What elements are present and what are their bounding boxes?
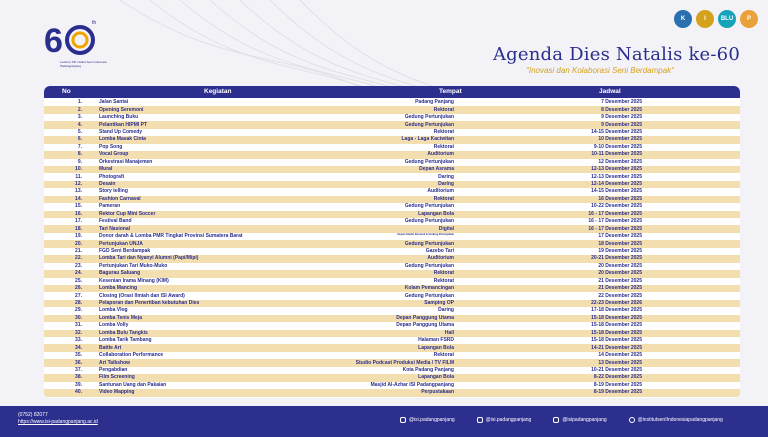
row-kegiatan: Festival Band [99, 218, 132, 225]
social-links [400, 417, 723, 423]
row-kegiatan: Launching Buku [99, 114, 139, 121]
row-tempat: Gedung Pertunjukan [404, 218, 454, 225]
table-row [44, 240, 740, 247]
table-row [44, 359, 740, 366]
table-row [44, 188, 740, 195]
blu-logo: BLU [718, 10, 736, 28]
row-tempat: Lapangan Bola [418, 210, 454, 217]
table-row [44, 225, 740, 232]
row-number: 7. [77, 143, 82, 150]
row-jadwal: 16 Desember 2025 [598, 195, 642, 202]
youtube-icon [477, 417, 483, 423]
row-tempat: Halaman FSRD [418, 337, 454, 344]
row-tempat: Rektorat [433, 143, 454, 150]
row-jadwal: 14-15 Desember 2025 [591, 188, 642, 195]
row-number: 30. [75, 314, 82, 321]
row-number: 16. [75, 210, 82, 217]
row-number: 23. [75, 262, 82, 269]
row-jadwal: 7 Desember 2025 [601, 99, 642, 106]
row-kegiatan: Video Mapping [99, 389, 135, 396]
row-tempat: Lapangan Bola [418, 344, 454, 351]
row-tempat: Gedung Pertunjukan [404, 240, 454, 247]
row-kegiatan: Mural [99, 166, 113, 173]
row-kegiatan: Stand Up Comedy [99, 128, 143, 135]
table-row [44, 367, 740, 374]
row-kegiatan: Lomba Tarik Tambang [99, 337, 152, 344]
column-header-jadwal: Jadwal [599, 88, 621, 95]
social-label: @isi.padangpanjang [409, 417, 455, 423]
row-jadwal: 12-13 Desember 2025 [591, 166, 642, 173]
row-tempat: Rektorat [433, 270, 454, 277]
row-tempat: Depan Asrama [419, 166, 454, 173]
table-row [44, 263, 740, 270]
row-jadwal: 9 Desember 2025 [601, 114, 642, 121]
row-tempat: Gedung Pertunjukan [404, 262, 454, 269]
row-number: 13. [75, 188, 82, 195]
row-tempat: Lapangan Bola [418, 374, 454, 381]
row-number: 5. [77, 128, 82, 135]
row-jadwal: 15-18 Desember 2025 [591, 337, 642, 344]
row-number: 6. [77, 136, 82, 143]
row-jadwal: 14-21 Desember 2025 [591, 344, 642, 351]
row-tempat: Digital [438, 225, 454, 232]
social-tiktok[interactable] [553, 417, 606, 423]
row-number: 37. [75, 366, 82, 373]
row-tempat: Daring [438, 181, 454, 187]
row-kegiatan: Kesenian Irama Minang (KIM) [99, 277, 169, 284]
row-kegiatan: Bagurau Saluang [99, 270, 141, 277]
row-jadwal: 12-14 Desember 2025 [591, 181, 642, 187]
row-tempat: Masjid Al-Azhar ISI Padangpanjang [370, 381, 454, 388]
row-number: 27. [75, 292, 82, 299]
row-kegiatan: Orkestrasi Manajemen [99, 158, 153, 165]
row-jadwal: 9 Desember 2025 [601, 121, 642, 128]
row-kegiatan: Collaboration Performance [99, 352, 164, 359]
row-number: 14. [75, 195, 82, 202]
table-row [44, 374, 740, 381]
footer-website-link[interactable]: https://www.isi-padangpanjang.ac.id [18, 419, 98, 425]
row-kegiatan: Art Talkshow [99, 359, 131, 366]
row-tempat: Kota Padang Panjang [402, 366, 454, 373]
row-tempat: Perpustakaan [421, 389, 454, 396]
logo-caption: Lustrum XIII Institut Seni Indonesia Padangpanjang [60, 60, 107, 68]
table-row [44, 233, 740, 240]
table-row [44, 173, 740, 180]
row-number: 22. [75, 255, 82, 262]
row-jadwal: 8-19 Desember 2025 [593, 381, 642, 388]
row-jadwal: 20 Desember 2025 [598, 270, 642, 277]
table-row [44, 159, 740, 166]
row-tempat: Daring [438, 307, 454, 314]
row-kegiatan: Lomba Masak Cinta [99, 136, 146, 143]
row-jadwal: 15-18 Desember 2025 [591, 322, 642, 329]
row-kegiatan: Jalan Santai [99, 99, 129, 106]
page-title: Agenda Dies Natalis ke-60 [492, 44, 740, 65]
table-row [44, 114, 740, 121]
table-row [44, 151, 740, 158]
row-kegiatan: Closing (Orasi Ilmiah dan ISI Award) [99, 292, 185, 299]
row-jadwal: 20 Desember 2025 [598, 262, 642, 269]
row-kegiatan: Lomba Tenis Meja [99, 314, 142, 321]
row-number: 35. [75, 352, 82, 359]
row-tempat: Rektorat [433, 195, 454, 202]
row-jadwal: 17 Desember 2025 [598, 233, 642, 240]
row-jadwal: 8 Desember 2025 [601, 106, 642, 113]
row-kegiatan: Fashion Carnaval [99, 195, 141, 202]
row-kegiatan: Pameran [99, 203, 121, 210]
table-row [44, 382, 740, 389]
row-tempat: Laga - Laga Kaciwitan [401, 136, 454, 143]
table-row [44, 99, 740, 106]
row-tempat: Rektorat [433, 128, 454, 135]
table-row [44, 278, 740, 285]
row-kegiatan: Pertunjukan Tari Muko-Muko [99, 262, 168, 269]
table-row [44, 121, 740, 128]
table-row [44, 248, 740, 255]
row-number: 3. [77, 114, 82, 121]
row-tempat: Rektorat [433, 352, 454, 359]
row-number: 2. [77, 106, 82, 113]
row-jadwal: 8-19 Desember 2025 [593, 389, 642, 396]
row-number: 10. [75, 166, 82, 173]
social-youtube[interactable] [477, 417, 532, 423]
row-jadwal: 14 Desember 2025 [598, 352, 642, 359]
row-tempat: Gedung Pertunjukan [404, 121, 454, 128]
row-jadwal: 19 Desember 2025 [598, 247, 642, 254]
svg-text:6: 6 [44, 22, 63, 60]
row-number: 36. [75, 359, 82, 366]
table-row [44, 322, 740, 329]
row-number: 26. [75, 285, 82, 292]
row-number: 21. [75, 247, 82, 254]
row-kegiatan: Pertunjukan UNJA [99, 240, 143, 247]
row-jadwal: 12-13 Desember 2025 [591, 173, 642, 180]
row-tempat: Kolam Pemancingan [404, 285, 454, 292]
row-tempat: Studio Podcast Produksi Media / TV FILM [355, 359, 454, 366]
row-kegiatan: Opening Seremoni [99, 106, 144, 113]
row-kegiatan: Pelantikan HIPMI PT [99, 121, 148, 128]
row-jadwal: 21 Desember 2025 [598, 277, 642, 284]
table-row [44, 203, 740, 210]
row-kegiatan: Lomba Mancing [99, 285, 138, 292]
row-kegiatan: Donor darah & Lomba PMR Tingkat Provinsi Sumatera Barat [99, 233, 243, 240]
row-number: 38. [75, 374, 82, 381]
row-kegiatan: Pengabdian [99, 366, 128, 373]
table-row [44, 389, 740, 396]
row-kegiatan: Lomba Vlog [99, 307, 128, 314]
row-tempat: Samping OP [424, 300, 454, 306]
footer-phone: (0752) 82077 [18, 412, 48, 418]
tiktok-icon [553, 417, 559, 423]
table-row [44, 352, 740, 359]
row-kegiatan: Lomba Bulu Tangkis [99, 329, 148, 336]
row-kegiatan: Battle Art [99, 344, 122, 351]
page-subtitle: "Inovasi dan Kolaborasi Seni Berdampak" [526, 66, 674, 75]
table-row [44, 181, 740, 188]
table-row [44, 129, 740, 136]
row-number: 39. [75, 381, 82, 388]
row-jadwal: 15-18 Desember 2025 [591, 329, 642, 336]
row-tempat: Rektorat [433, 277, 454, 284]
table-row [44, 307, 740, 314]
row-tempat: Padang Panjang [415, 99, 454, 106]
row-jadwal: 18 Desember 2025 [598, 240, 642, 247]
isi-emblem-logo: I [696, 10, 714, 28]
row-tempat: Auditorium [427, 188, 454, 195]
row-tempat: Daring [438, 173, 454, 180]
row-kegiatan: Story telling [99, 188, 128, 195]
partner-logos [674, 10, 758, 28]
row-kegiatan: Vocal Group [99, 151, 129, 158]
column-header-kegiatan: Kegiatan [204, 88, 232, 95]
row-tempat: Gedung Pertunjukan [404, 292, 454, 299]
row-kegiatan: FGD Seni Berdampak [99, 247, 151, 254]
table-row [44, 255, 740, 262]
row-number: 15. [75, 203, 82, 210]
row-number: 40. [75, 389, 82, 396]
table-header [44, 86, 740, 98]
table-row [44, 285, 740, 292]
table-row [44, 136, 740, 143]
social-label: @isipadangpanjang [562, 417, 607, 423]
row-tempat: Auditorium [427, 255, 454, 262]
svg-text:th: th [92, 20, 97, 26]
row-number: 9. [77, 158, 82, 165]
isi-padangpanjang-logo: P [740, 10, 758, 28]
row-tempat: Gedung Pertunjukan [404, 158, 454, 165]
row-number: 19. [75, 233, 82, 240]
table-row [44, 337, 740, 344]
table-row [44, 218, 740, 225]
table-row [44, 106, 740, 113]
row-jadwal: 22 Desember 2025 [598, 292, 642, 299]
row-tempat: Depan Studio Desmod & Gedung Pertunjukan [397, 233, 454, 237]
row-number: 1. [77, 99, 82, 106]
row-tempat: Depan Panggung Utama [396, 322, 454, 329]
row-number: 11. [75, 173, 82, 180]
social-instagram[interactable] [400, 417, 455, 423]
footer [0, 406, 768, 437]
row-tempat: Auditorium [427, 151, 454, 158]
row-number: 32. [75, 329, 82, 336]
row-number: 8. [77, 151, 82, 158]
row-number: 4. [77, 121, 82, 128]
row-tempat: Gazebo Tari [425, 247, 454, 254]
row-jadwal: 10-11 Desember 2025 [591, 151, 642, 158]
row-jadwal: 14-15 Desember 2025 [591, 128, 642, 135]
row-number: 20. [75, 240, 82, 247]
table-row [44, 292, 740, 299]
table-row [44, 270, 740, 277]
row-jadwal: 16 - 17 Desember 2025 [588, 225, 642, 232]
row-tempat: Depan Panggung Utama [396, 314, 454, 321]
social-label: @isi.padangpanjang [485, 417, 532, 423]
row-jadwal: 9-10 Desember 2025 [593, 143, 642, 150]
row-kegiatan: Lomba Volly [99, 322, 129, 329]
row-kegiatan: Film Screening [99, 374, 135, 381]
row-jadwal: 21 Desember 2025 [598, 285, 642, 292]
row-jadwal: 10-21 Desember 2025 [591, 366, 642, 373]
table-row [44, 196, 740, 203]
row-number: 17. [75, 218, 82, 225]
table-row [44, 344, 740, 351]
row-kegiatan: Desain [99, 181, 116, 187]
row-jadwal: 16 - 17 Desember 2025 [588, 218, 642, 225]
row-jadwal: 10 Desember 2025 [598, 136, 642, 143]
row-tempat: Rektorat [433, 106, 454, 113]
row-number: 28. [75, 300, 82, 306]
kemdiktisaintek-logo: K [674, 10, 692, 28]
row-jadwal: 12 Desember 2025 [598, 158, 642, 165]
row-kegiatan: Rektor Cup Mini Soccer [99, 210, 156, 217]
table-row [44, 315, 740, 322]
row-jadwal: 10-22 Desember 2025 [591, 203, 642, 210]
row-jadwal: 13 Desember 2025 [598, 359, 642, 366]
facebook-icon [629, 417, 635, 423]
row-number: 31. [75, 322, 82, 329]
row-number: 29. [75, 307, 82, 314]
row-kegiatan: Pelaporan dan Penertiban kebutuhan Dies [99, 300, 200, 306]
table-row [44, 166, 740, 173]
row-jadwal: 17-18 Desember 2025 [591, 307, 642, 314]
row-number: 34. [75, 344, 82, 351]
row-jadwal: 20-21 Desember 2025 [591, 255, 642, 262]
row-jadwal: 16 - 17 Desember 2025 [588, 210, 642, 217]
column-header-tempat: Tempat [439, 88, 462, 95]
row-tempat: Hall [444, 329, 454, 336]
row-number: 24. [75, 270, 82, 277]
row-kegiatan: Pop Song [99, 143, 123, 150]
row-number: 12. [75, 181, 82, 187]
row-kegiatan: Photografi [99, 173, 124, 180]
row-kegiatan: Tari Nasional [99, 225, 131, 232]
table-row [44, 300, 740, 307]
table-body [44, 99, 740, 397]
row-number: 18. [75, 225, 82, 232]
row-tempat: Gedung Pertunjukan [404, 114, 454, 121]
table-row [44, 330, 740, 337]
row-jadwal: 15-18 Desember 2025 [591, 314, 642, 321]
row-tempat: Gedung Pertunjukan [404, 203, 454, 210]
row-number: 33. [75, 337, 82, 344]
row-number: 25. [75, 277, 82, 284]
social-label: @institutsenIIndonesiapadangpanjang [637, 417, 723, 423]
agenda-table [44, 86, 740, 398]
row-kegiatan: Lomba Tari dan Nyanyi Alumni (Papi/Mipi) [99, 255, 199, 262]
row-jadwal: 8-22 Desember 2025 [593, 374, 642, 381]
column-header-no: No [62, 88, 71, 95]
row-jadwal: 22-23 Desember 2026 [591, 300, 642, 306]
table-row [44, 211, 740, 218]
social-facebook[interactable] [629, 417, 723, 423]
instagram-icon [400, 417, 406, 423]
table-row [44, 144, 740, 151]
row-kegiatan: Santunan Uang dan Pakaian [99, 381, 167, 388]
